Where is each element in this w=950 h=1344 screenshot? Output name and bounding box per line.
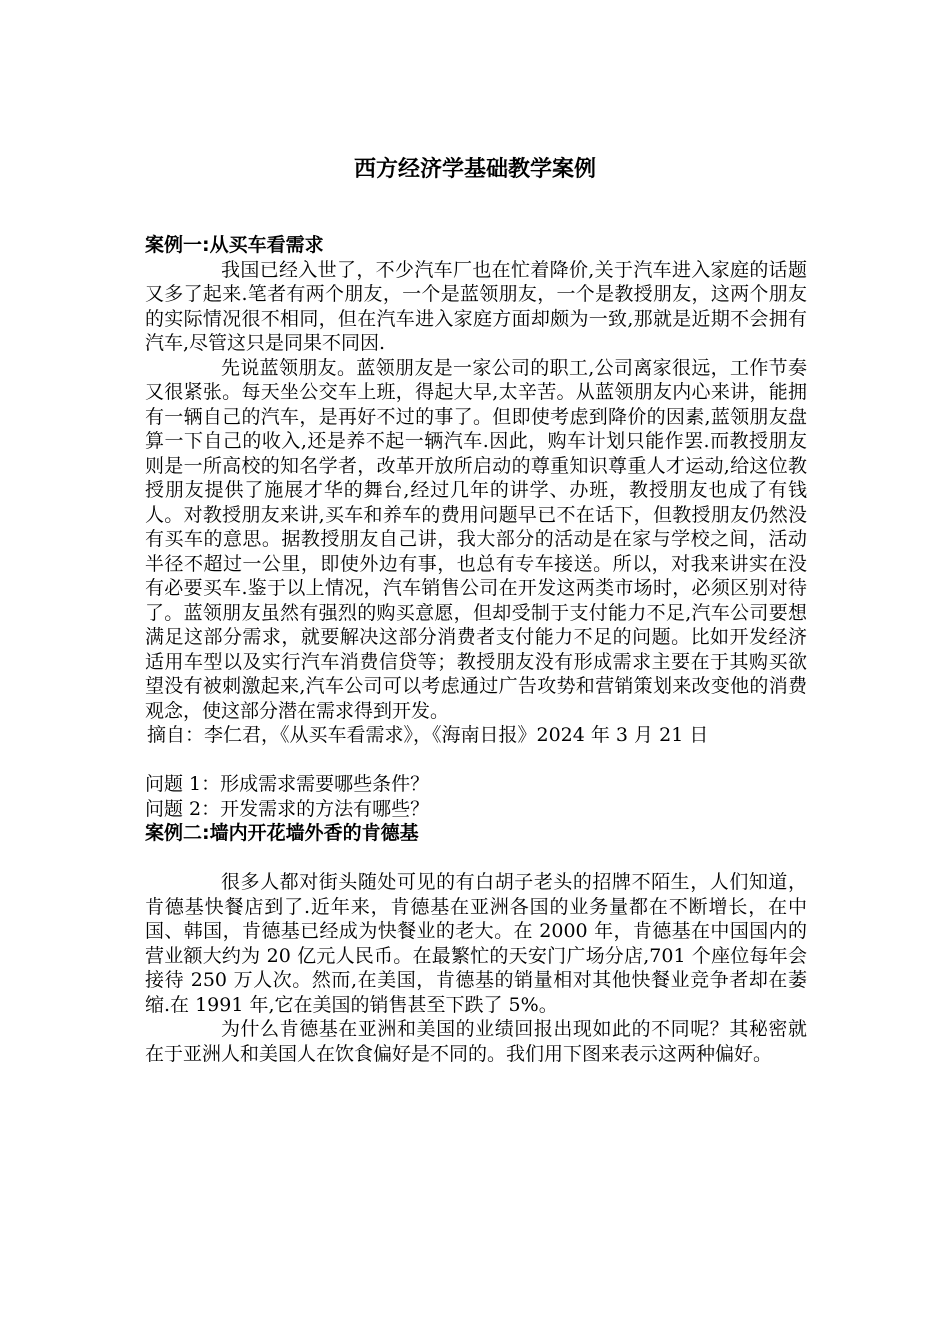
case-one-section — [145, 233, 807, 821]
case-one-question-1: 问题 1：形成需求需要哪些条件？ — [145, 773, 430, 795]
case-one-source: 摘自：李仁君，《从买车看需求》，《海南日报》2024 年 3 月 21 日 — [147, 724, 709, 746]
spacer — [145, 748, 807, 773]
case-one-question-2: 问题 2：开发需求的方法有哪些？ — [145, 797, 430, 820]
case-two-section — [145, 821, 807, 1066]
spacer — [145, 846, 807, 871]
case-two-paragraph-1: 很多人都对街头随处可见的有白胡子老头的招牌不陌生，人们知道，肯德基快餐店到了.近年来，肯德基在亚洲各国的业务量都在不断增长，在中国、韩国，肯德基已经成为快餐业的老大。在 2000 年，肯德基在中国国内的营业额大约为 20 亿元人民币。在最繁忙的天安门广场分店,701 个座位每年会接待 250 万人次。然而,在美国，肯德基的销量相对其他快餐业竞争者却在萎缩.在 1991 年,它在美国的销售甚至下跌了 5%。 — [145, 871, 807, 1016]
case-one-paragraph-2: 先说蓝领朋友。蓝领朋友是一家公司的职工,公司离家很远，工作节奏又很紧张。每天坐公交车上班，得起大早,太辛苦。从蓝领朋友内心来讲，能拥有一辆自己的汽车，是再好不过的事了。但即使考虑到降价的因素,蓝领朋友盘算一下自己的收入,还是养不起一辆汽车.因此，购车计划只能作罢.而教授朋友则是一所高校的知名学者，改革开放所启动的尊重知识尊重人才运动,给这位教授朋友提供了施展才华的舞台,经过几年的讲学、办班，教授朋友也成了有钱人。对教授朋友来讲,买车和养车的费用问题早已不在话下，但教授朋友仍然没有买车的意思。据教授朋友自己讲，我大部分的活动是在家与学校之间，活动半径不超过一公里，即使外边有事，也总有专车接送。所以，对我来讲实在没有必要买车.鉴于以上情况，汽车销售公司在开发这两类市场时，必须区别对待了。蓝领朋友虽然有强烈的购买意愿，但却受制于支付能力不足,汽车公司要想满足这部分需求，就要解决这部分消费者支付能力不足的问题。比如开发经济适用车型以及实行汽车消费信贷等；教授朋友没有形成需求主要在于其购买欲望没有被刺激起来,汽车公司可以考虑通过广告攻势和营销策划来改变他的消费观念，使这部分潜在需求得到开发。 — [145, 356, 807, 722]
case-one-heading: 案例一:从买车看需求 — [145, 234, 324, 256]
document-title: 西方经济学基础教学案例 — [353, 157, 596, 182]
case-two-paragraph-2: 为什么肯德基在亚洲和美国的业绩回报出现如此的不同呢？其秘密就在于亚洲人和美国人在饮食偏好是不同的。我们用下图来表示这两种偏好。 — [145, 1018, 807, 1065]
document-body — [145, 233, 807, 1066]
case-one-paragraph-1: 我国已经入世了，不少汽车厂也在忙着降价,关于汽车进入家庭的话题又多了起来.笔者有两个朋友，一个是蓝领朋友，一个是教授朋友，这两个朋友的实际情况很不相同，但在汽车进入家庭方面却颇为一致,那就是近期不会拥有汽车,尽管这只是同果不同因. — [145, 258, 807, 354]
case-two-heading: 案例二:墙内开花墙外香的肯德基 — [145, 822, 419, 844]
